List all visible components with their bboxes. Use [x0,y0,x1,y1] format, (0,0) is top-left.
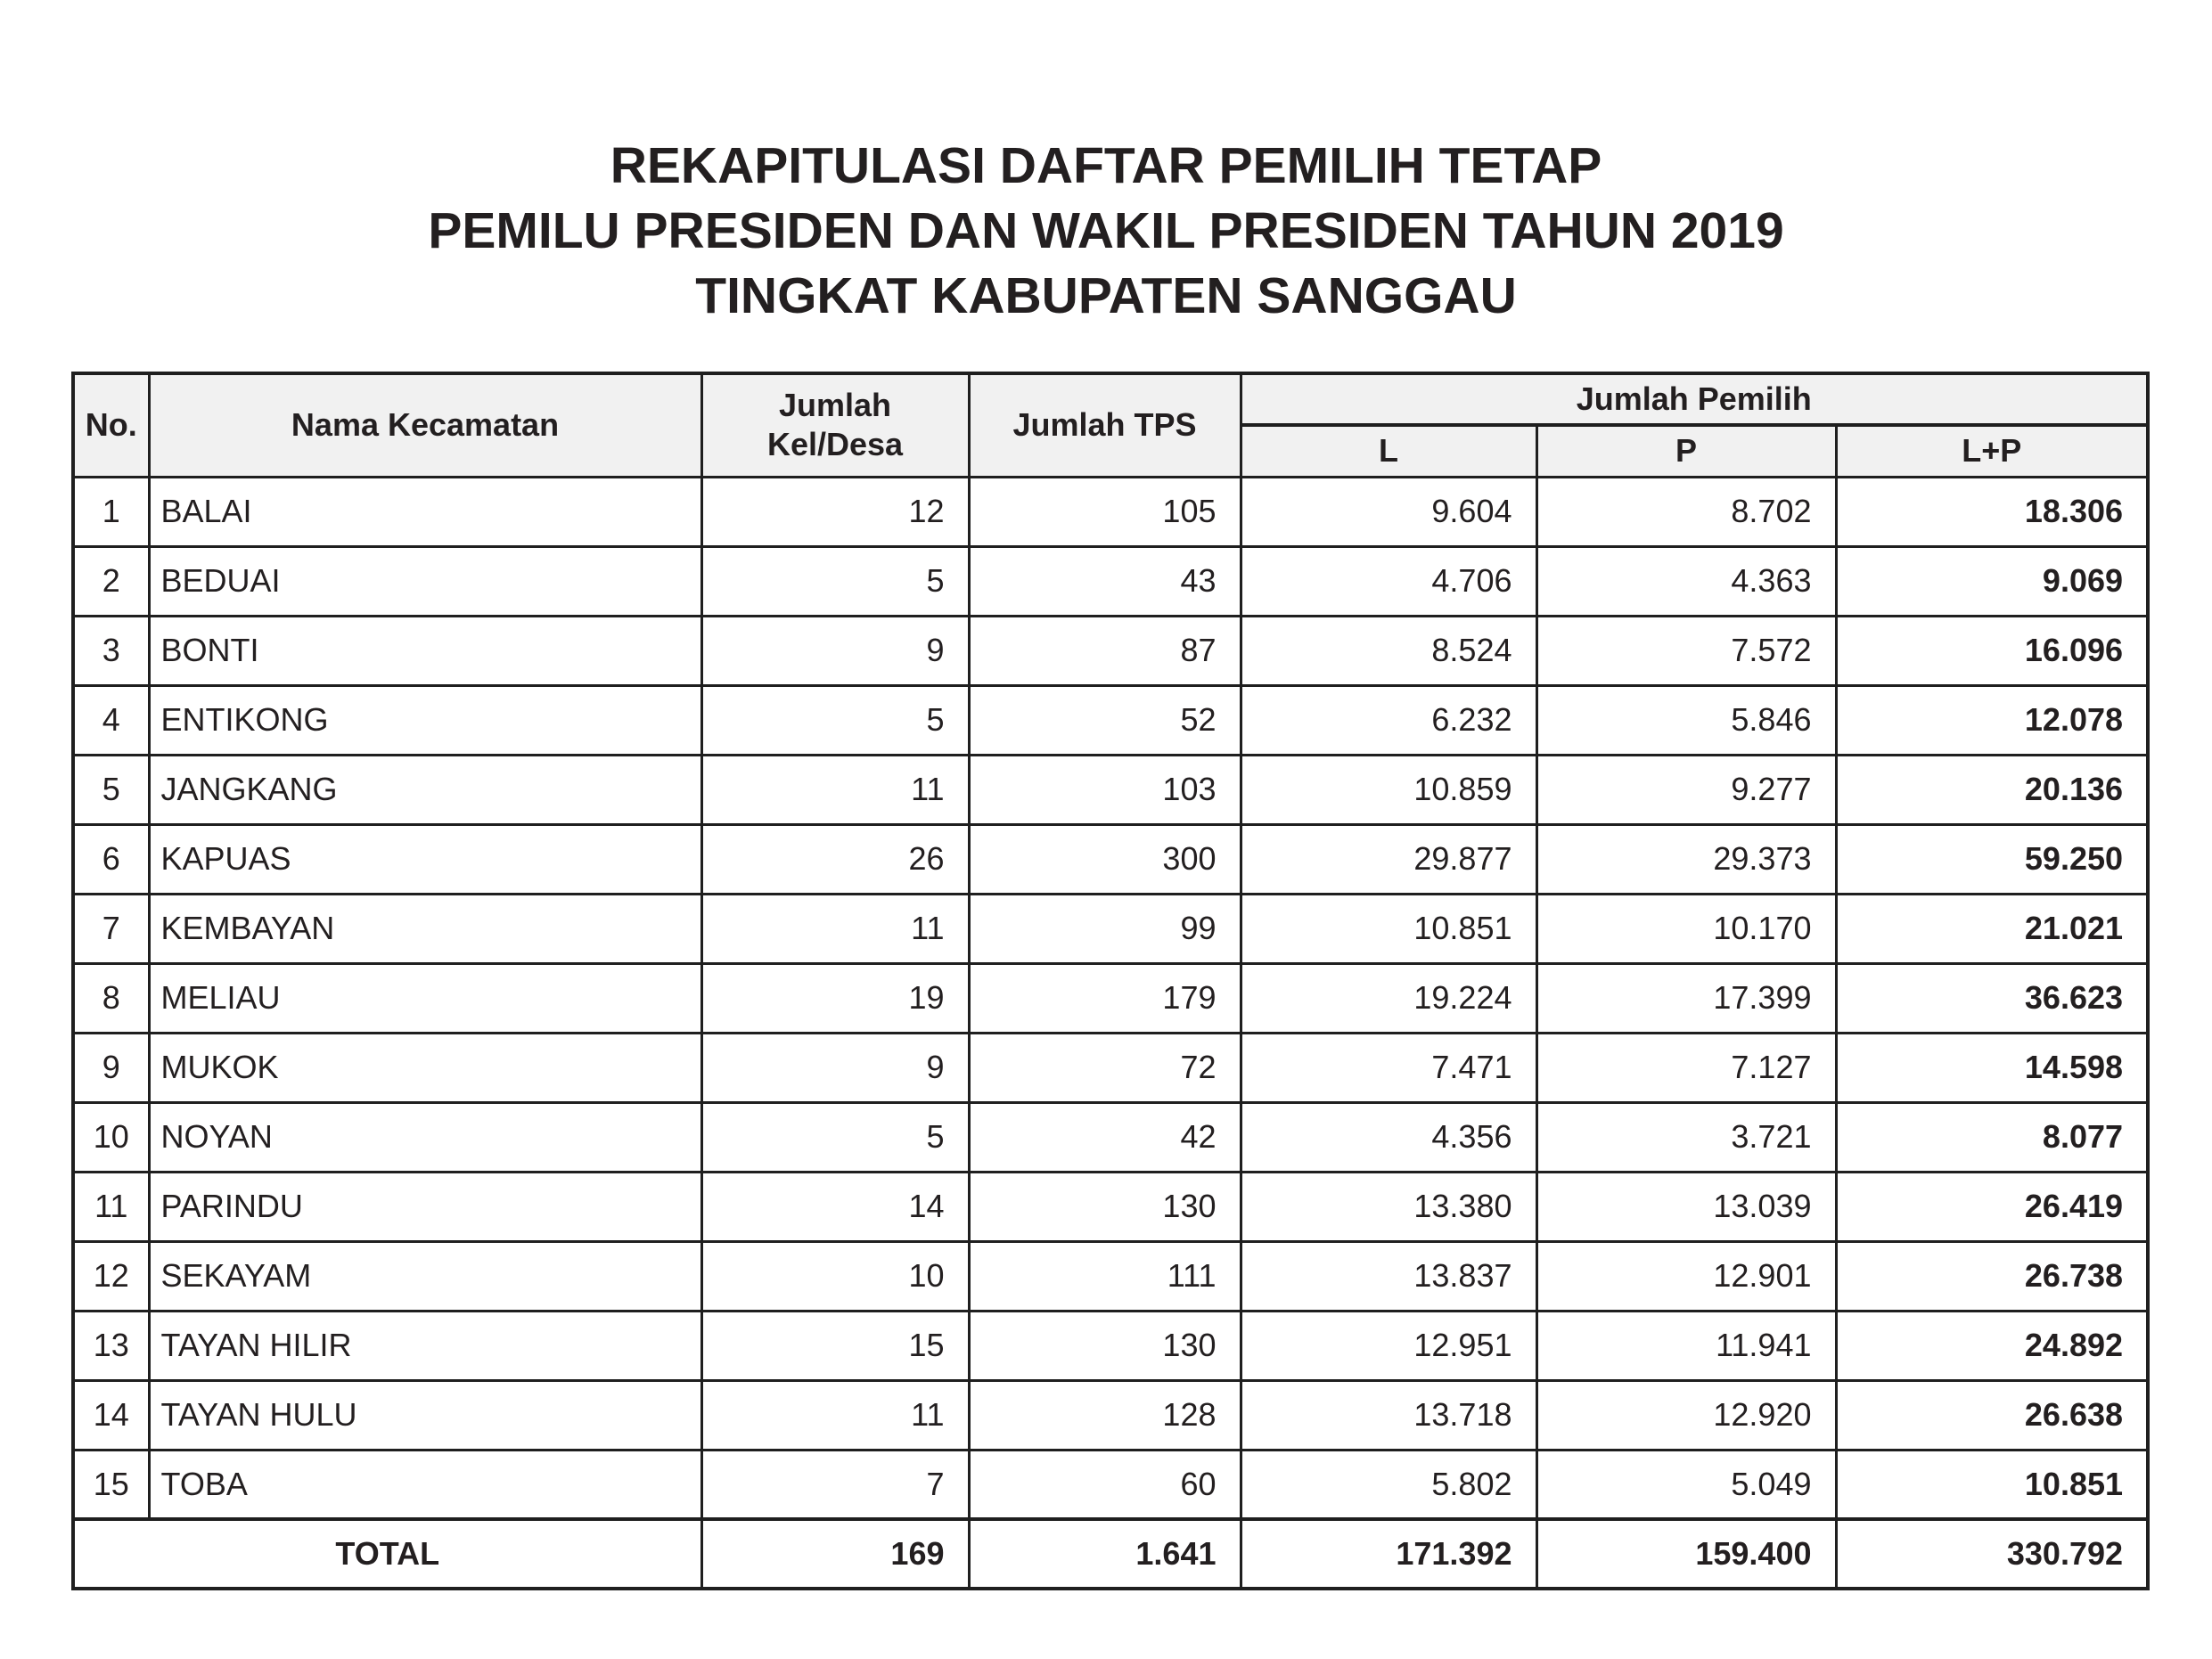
total-voters: 36.623 [1836,963,2148,1033]
female-voters: 10.170 [1536,894,1836,963]
tps-count: 60 [969,1450,1241,1519]
table-row [73,546,2148,616]
total-voters: 26.419 [1836,1172,2148,1241]
kel-desa-count: 5 [701,546,969,616]
total-voters: 24.892 [1836,1311,2148,1380]
kecamatan-name: TAYAN HULU [149,1380,701,1450]
male-voters: 13.380 [1241,1172,1536,1241]
kecamatan-name: MELIAU [149,963,701,1033]
female-voters: 13.039 [1536,1172,1836,1241]
male-voters: 5.802 [1241,1450,1536,1519]
row-no: 9 [73,1033,149,1102]
male-voters: 8.524 [1241,616,1536,685]
tps-count: 300 [969,824,1241,894]
row-no: 2 [73,546,149,616]
male-voters: 19.224 [1241,963,1536,1033]
kel-desa-count: 26 [701,824,969,894]
kecamatan-name: PARINDU [149,1172,701,1241]
table-row [73,894,2148,963]
female-voters: 9.277 [1536,755,1836,824]
row-no: 11 [73,1172,149,1241]
table-row [73,1102,2148,1172]
total-voters: 10.851 [1836,1450,2148,1519]
table-row [73,1450,2148,1519]
total-voters: 21.021 [1836,894,2148,963]
total-voters: 26.638 [1836,1380,2148,1450]
kel-desa-count: 19 [701,963,969,1033]
female-voters: 5.846 [1536,685,1836,755]
total-kel-desa: 169 [701,1519,969,1589]
female-voters: 5.049 [1536,1450,1836,1519]
grand-total-voters: 330.792 [1836,1519,2148,1589]
kel-desa-count: 5 [701,685,969,755]
row-no: 14 [73,1380,149,1450]
tps-count: 99 [969,894,1241,963]
header-kel-desa [701,373,969,477]
kel-desa-count: 5 [701,1102,969,1172]
kecamatan-name: JANGKANG [149,755,701,824]
table-row [73,755,2148,824]
table-row [73,824,2148,894]
tps-count: 52 [969,685,1241,755]
title-line-1: REKAPITULASI DAFTAR PEMILIH TETAP [610,137,1602,194]
table-row [73,1380,2148,1450]
male-voters: 10.859 [1241,755,1536,824]
header-p: P [1536,425,1836,477]
tps-count: 43 [969,546,1241,616]
female-voters: 29.373 [1536,824,1836,894]
female-voters: 8.702 [1536,477,1836,546]
row-no: 8 [73,963,149,1033]
total-voters: 59.250 [1836,824,2148,894]
total-voters: 12.078 [1836,685,2148,755]
kecamatan-name: BALAI [149,477,701,546]
female-voters: 12.920 [1536,1380,1836,1450]
total-label: TOTAL [73,1519,701,1589]
kecamatan-name: KEMBAYAN [149,894,701,963]
tps-count: 103 [969,755,1241,824]
kecamatan-name: SEKAYAM [149,1241,701,1311]
table-row [73,963,2148,1033]
row-no: 15 [73,1450,149,1519]
kel-desa-count: 9 [701,1033,969,1102]
table-header [73,373,2148,477]
tps-count: 87 [969,616,1241,685]
kecamatan-name: KAPUAS [149,824,701,894]
tps-count: 130 [969,1172,1241,1241]
kel-desa-count: 11 [701,894,969,963]
title-line-3: TINGKAT KABUPATEN SANGGAU [695,267,1517,324]
total-tps: 1.641 [969,1519,1241,1589]
kel-desa-count: 14 [701,1172,969,1241]
kecamatan-name: NOYAN [149,1102,701,1172]
table-body [73,477,2148,1589]
kel-desa-count: 12 [701,477,969,546]
female-voters: 7.127 [1536,1033,1836,1102]
male-voters: 7.471 [1241,1033,1536,1102]
table-row [73,1241,2148,1311]
male-voters: 10.851 [1241,894,1536,963]
tps-count: 179 [969,963,1241,1033]
female-voters: 12.901 [1536,1241,1836,1311]
kel-desa-count: 10 [701,1241,969,1311]
male-voters: 13.718 [1241,1380,1536,1450]
total-voters: 14.598 [1836,1033,2148,1102]
male-voters: 9.604 [1241,477,1536,546]
kecamatan-name: ENTIKONG [149,685,701,755]
document-title [0,134,2212,329]
total-voters: 18.306 [1836,477,2148,546]
tps-count: 130 [969,1311,1241,1380]
tps-count: 111 [969,1241,1241,1311]
header-tps: Jumlah TPS [969,373,1241,477]
male-voters: 29.877 [1241,824,1536,894]
header-l: L [1241,425,1536,477]
male-voters: 4.706 [1241,546,1536,616]
kecamatan-name: BONTI [149,616,701,685]
kecamatan-name: MUKOK [149,1033,701,1102]
dpt-recap-table [71,372,2150,1590]
row-no: 3 [73,616,149,685]
row-no: 4 [73,685,149,755]
title-line-2: PEMILU PRESIDEN DAN WAKIL PRESIDEN TAHUN 2019 [428,202,1784,259]
total-voters: 16.096 [1836,616,2148,685]
female-voters: 4.363 [1536,546,1836,616]
row-no: 5 [73,755,149,824]
total-voters: 8.077 [1836,1102,2148,1172]
female-voters: 11.941 [1536,1311,1836,1380]
total-voters: 20.136 [1836,755,2148,824]
total-male-voters: 171.392 [1241,1519,1536,1589]
header-lp: L+P [1836,425,2148,477]
kecamatan-name: BEDUAI [149,546,701,616]
row-no: 6 [73,824,149,894]
male-voters: 13.837 [1241,1241,1536,1311]
row-no: 1 [73,477,149,546]
kel-desa-count: 9 [701,616,969,685]
table-row [73,1172,2148,1241]
kel-desa-count: 7 [701,1450,969,1519]
row-no: 7 [73,894,149,963]
female-voters: 3.721 [1536,1102,1836,1172]
total-female-voters: 159.400 [1536,1519,1836,1589]
tps-count: 128 [969,1380,1241,1450]
header-no: No. [73,373,149,477]
kecamatan-name: TOBA [149,1450,701,1519]
row-no: 13 [73,1311,149,1380]
female-voters: 7.572 [1536,616,1836,685]
table-row [73,1311,2148,1380]
row-no: 10 [73,1102,149,1172]
header-jumlah-pemilih: Jumlah Pemilih [1241,373,2148,425]
table-row [73,616,2148,685]
table-row [73,1033,2148,1102]
kel-desa-count: 11 [701,755,969,824]
tps-count: 72 [969,1033,1241,1102]
kel-desa-count: 11 [701,1380,969,1450]
female-voters: 17.399 [1536,963,1836,1033]
tps-count: 42 [969,1102,1241,1172]
total-voters: 26.738 [1836,1241,2148,1311]
kecamatan-name: TAYAN HILIR [149,1311,701,1380]
male-voters: 12.951 [1241,1311,1536,1380]
table-row [73,477,2148,546]
kel-desa-count: 15 [701,1311,969,1380]
header-kecamatan: Nama Kecamatan [149,373,701,477]
table-row [73,685,2148,755]
tps-count: 105 [969,477,1241,546]
header-kel-desa-line1: Jumlah [778,387,892,424]
total-voters: 9.069 [1836,546,2148,616]
row-no: 12 [73,1241,149,1311]
male-voters: 4.356 [1241,1102,1536,1172]
total-row [73,1519,2148,1589]
header-row-main [73,373,2148,425]
male-voters: 6.232 [1241,685,1536,755]
header-kel-desa-line2: Kel/Desa [766,426,904,463]
